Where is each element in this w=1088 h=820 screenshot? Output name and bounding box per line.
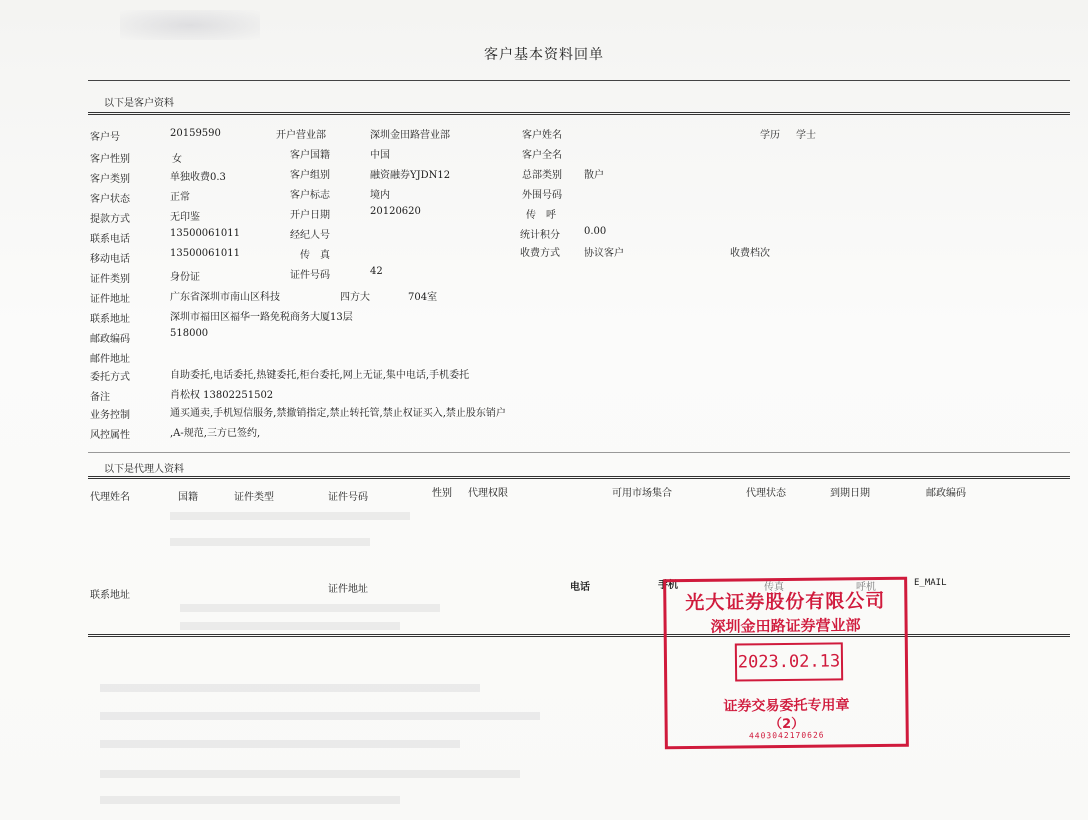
label-group: 客户组别 (290, 170, 330, 181)
value-id-no: 42 (370, 266, 383, 277)
label-business-control: 业务控制 (90, 410, 130, 421)
value-education: 学士 (796, 130, 816, 141)
section-agent-rule-top (88, 452, 1070, 453)
value-mobile: 13500061011 (170, 248, 240, 259)
label-category: 客户类别 (90, 174, 130, 185)
bleed-through-row (100, 796, 400, 804)
value-status: 正常 (170, 192, 190, 203)
label-client-no: 客户号 (90, 132, 120, 143)
agent-label-contact-address: 联系地址 (90, 590, 130, 601)
value-business-control: 通买通卖,手机短信服务,禁撤销指定,禁止转托管,禁止权证买入,禁止股东销户 (170, 408, 506, 419)
stamp-number: （2） (769, 716, 805, 733)
agent-label-email: E_MAIL (914, 578, 947, 588)
label-fee-level: 收费档次 (730, 248, 770, 259)
agent-header-id-no: 证件号码 (328, 492, 368, 503)
value-risk: ,A-规范,三方已签约, (170, 428, 261, 439)
value-id-address-b: 四方大 (340, 292, 370, 303)
label-entrust: 委托方式 (90, 372, 130, 383)
agent-header-name: 代理姓名 (90, 492, 130, 503)
bleed-through-row (170, 512, 410, 520)
label-id-no: 证件号码 (290, 270, 330, 281)
label-fee-mode: 收费方式 (520, 248, 560, 259)
scan-smudge (120, 10, 260, 40)
label-points: 统计积分 (520, 230, 560, 241)
agent-label-id-address: 证件地址 (328, 584, 368, 595)
label-id-type: 证件类别 (90, 274, 130, 285)
value-category: 单独收费0.3 (170, 172, 226, 183)
label-id-address: 证件地址 (90, 294, 130, 305)
stamp-company: 光大证券股份有限公司 (685, 589, 886, 615)
label-postcode: 邮政编码 (90, 334, 130, 345)
label-full-name: 客户全名 (522, 150, 562, 161)
label-hq-category: 总部类别 (522, 170, 562, 181)
value-id-address-c: 704室 (408, 292, 438, 303)
document-title: 客户基本资料回单 (484, 47, 604, 63)
label-gender: 客户性别 (90, 154, 130, 165)
value-id-type: 身份证 (170, 272, 200, 283)
label-contact-address: 联系地址 (90, 314, 130, 325)
value-hq-category: 散户 (584, 170, 604, 181)
value-entrust: 自助委托,电话委托,热键委托,柜台委托,网上无证,集中电话,手机委托 (170, 370, 470, 381)
agent-header-gender: 性别 (432, 488, 452, 499)
value-postcode: 518000 (170, 328, 209, 339)
label-pager: 传 呼 (526, 210, 556, 221)
bottom-rule (88, 634, 1070, 637)
agent-header-status: 代理状态 (746, 488, 786, 499)
bleed-through-row (170, 538, 370, 546)
bleed-through-row (100, 770, 520, 778)
stamp-date: 2023.02.13 (735, 642, 843, 681)
value-contact-address: 深圳市福田区福华一路免税商务大厦13层 (170, 312, 353, 323)
value-mark: 境内 (370, 190, 390, 201)
label-email: 邮件地址 (90, 354, 130, 365)
value-client-no: 20159590 (170, 128, 221, 139)
bleed-through-row (180, 604, 440, 612)
bleed-through-row (100, 684, 480, 692)
agent-header-postcode: 邮政编码 (926, 488, 966, 499)
value-open-date: 20120620 (370, 206, 421, 217)
label-broker: 经纪人号 (290, 230, 330, 241)
company-seal-stamp (663, 577, 909, 750)
agent-header-authority: 代理权限 (468, 488, 508, 499)
value-gender: 女 (172, 154, 182, 165)
agent-label-fax: 传真 (764, 582, 784, 593)
label-risk: 风控属性 (90, 430, 130, 441)
value-phone: 13500061011 (170, 228, 240, 239)
agent-header-expiry: 到期日期 (830, 488, 870, 499)
agent-header-id-type: 证件类型 (234, 492, 274, 503)
agent-label-bp: 呼机 (856, 582, 876, 593)
agent-header-nationality: 国籍 (178, 492, 198, 503)
agent-label-tel: 电话 (570, 582, 590, 593)
section-agent-rule (88, 476, 1070, 479)
section-agent-heading: 以下是代理人资料 (104, 464, 184, 475)
label-status: 客户状态 (90, 194, 130, 205)
bleed-through-row (100, 712, 540, 720)
label-remark: 备注 (90, 392, 110, 403)
section-client-heading: 以下是客户资料 (104, 98, 174, 109)
top-rule (88, 80, 1070, 81)
label-client-name: 客户姓名 (522, 130, 562, 141)
stamp-branch: 深圳金田路证券营业部 (710, 616, 861, 636)
section-client-rule (88, 112, 1070, 115)
label-open-date: 开户日期 (290, 210, 330, 221)
agent-label-mobile: 手机 (658, 580, 678, 591)
value-remark: 肖松权 13802251502 (170, 390, 274, 401)
value-points: 0.00 (584, 226, 607, 237)
label-phone: 联系电话 (90, 234, 130, 245)
value-fee-mode: 协议客户 (584, 248, 624, 259)
label-mark: 客户标志 (290, 190, 330, 201)
value-nationality: 中国 (370, 150, 390, 161)
label-branch: 开户营业部 (276, 130, 326, 141)
label-nationality: 客户国籍 (290, 150, 330, 161)
label-mobile: 移动电话 (90, 254, 130, 265)
value-withdraw: 无印鉴 (170, 212, 200, 223)
value-group: 融资融券YJDN12 (370, 170, 451, 181)
label-foreign-no: 外围号码 (522, 190, 562, 201)
value-id-address-a: 广东省深圳市南山区科技 (170, 292, 280, 303)
stamp-purpose: 证券交易委托专用章 (723, 697, 850, 715)
bleed-through-row (180, 622, 400, 630)
agent-header-markets: 可用市场集合 (612, 488, 672, 499)
stamp-code: 4403042170626 (748, 730, 825, 741)
label-withdraw: 提款方式 (90, 214, 130, 225)
bleed-through-row (100, 740, 460, 748)
value-branch: 深圳金田路营业部 (370, 130, 450, 141)
label-fax: 传 真 (300, 250, 330, 261)
label-education: 学历 (760, 130, 780, 141)
